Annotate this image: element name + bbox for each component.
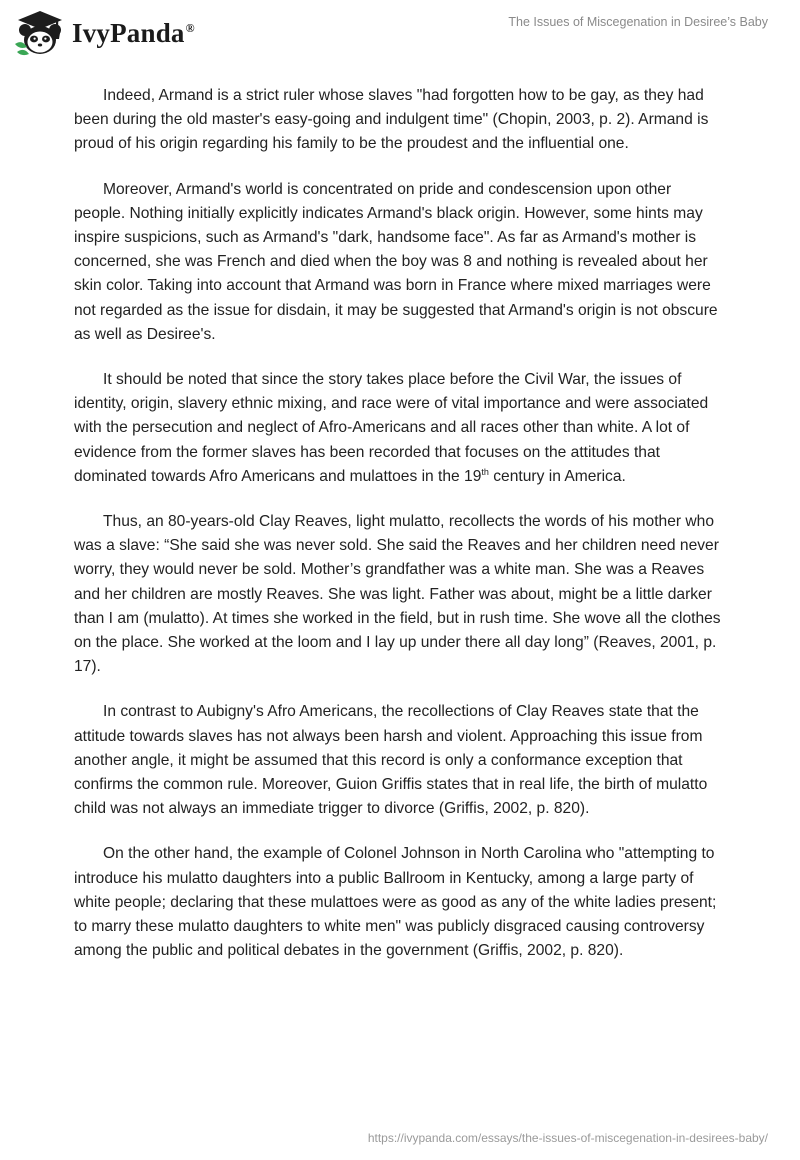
paragraph-6: On the other hand, the example of Colonel Johnson in North Carolina who "attempting to introduce his mulatto daughters into a public Ballroom in Kentucky, among a large party of white people; declaring that these mulattoes were as good as any of the white ladies present; to marry these mulatto daughters to white men" was publicly disgraced causing controversy among the public and political debates in the government (Griffis, 2002, p. 820). — [74, 845, 717, 960]
paragraph-3-text: It should be noted that since the story takes place before the Civil War, the issues of identity, origin, slavery ethnic mixing, and race were of vital importance and were associated with the persecution and neglect of Afro-Americans and all races other than white. A lot of evidence from the former slaves has been recorded that focuses on the attitudes that dominated towards Afro Americans and mulattoes in the 19 — [74, 371, 709, 485]
ordinal-suffix: th — [481, 466, 489, 477]
paragraph-2: Moreover, Armand's world is concentrated on pride and condescension upon other people. Nothing initially explicitly indicates Armand's black origin. However, some hints may inspire suspicions, such as Armand's "dark, handsome face". As far as Armand's mother is concerned, she was French and died when the boy was 8 and nothing is revealed about her skin color. Taking into account that Armand was born in France where mixed marriages were not regarded as the issue for disdain, it may be suggested that Armand's origin is not obscure as well as Desiree's. — [74, 180, 718, 343]
paragraph-1: Indeed, Armand is a strict ruler whose slaves "had forgotten how to be gay, as they had been during the old master's easy-going and indulgent time" (Chopin, 2003, p. 2). Armand is proud of his origin regarding his family to be the proudest and the influential one. — [74, 87, 709, 153]
brand-text: IvyPanda — [72, 17, 185, 48]
paragraph-5: In contrast to Aubigny's Afro Americans, the recollections of Clay Reaves state that the attitude towards slaves has not always been harsh and violent. Approaching this issue from another angle, it might be assumed that this record is only a conformance exception that confirms the common rule. Moreover, Guion Griffis states that in real life, the birth of mulatto child was not always an immediate trigger to divorce (Griffis, 2002, p. 820). — [74, 703, 708, 818]
registered-mark: ® — [185, 20, 195, 35]
source-url-link[interactable]: https://ivypanda.com/essays/the-issues-of-miscegenation-in-desirees-baby/ — [367, 1131, 768, 1145]
paragraph-3 — [74, 368, 726, 489]
panda-graduate-icon — [12, 8, 68, 58]
page-header — [0, 0, 800, 64]
brand-name — [72, 18, 195, 49]
ivypanda-logo[interactable] — [12, 8, 195, 58]
paragraph-4: Thus, an 80-years-old Clay Reaves, light mulatto, recollects the words of his mother who was a slave: “She said she was never sold. She said the Reaves and her children need never worry, they would never be sold. Mother’s grandfather was a white man. She was a Reaves and her children are mostly Reaves. She was light. Father was about, might be a little darker than I am (mulatto). At times she worked in the field, but in rush time. She wove all the clothes on the place. She worked at the loom and I lay up under there all day long” (Reaves, 2001, p. 17). — [74, 513, 721, 676]
document-title: The Issues of Miscegenation in Desiree’s Baby — [508, 15, 768, 29]
paragraph-3-tail: century in America. — [488, 467, 626, 485]
essay-body — [74, 84, 726, 985]
